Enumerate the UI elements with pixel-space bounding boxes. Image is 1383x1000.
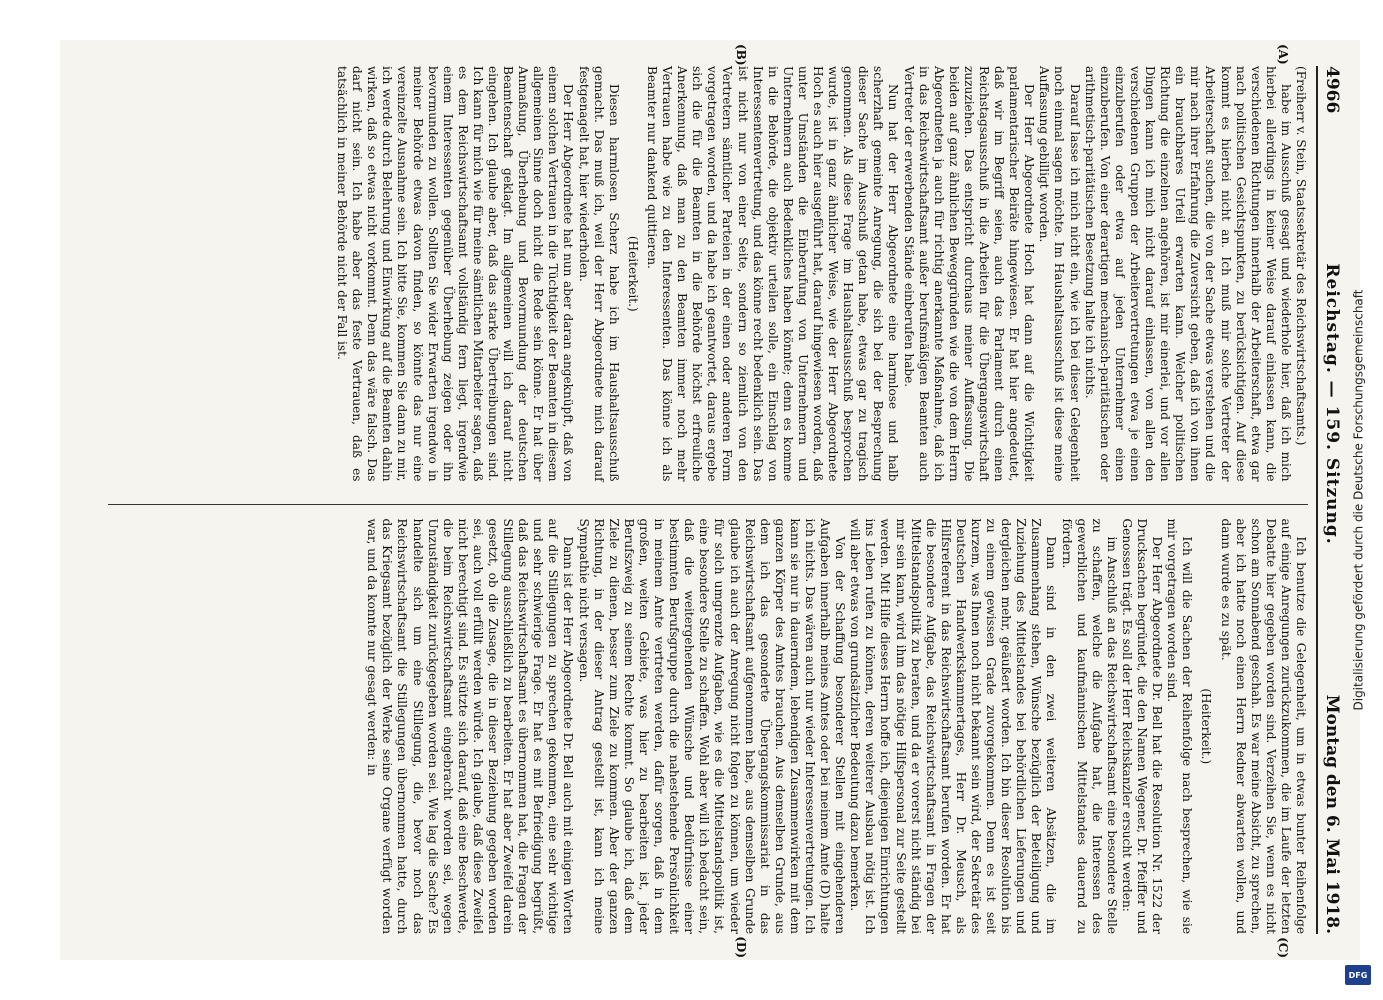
paragraph-text: Von der Schaffung besonderer Stellen mit eingehenderen Aufgaben innerhalb meines Amtes oder bei meinem Amte (D) halte ich nichts. Das wären auch nur wieder Interessenvertretungen. Ich kann sie nur in dauerndem, lebendigen Zusammenwirken mit dem ganzen Körper des Amtes brauchen. Aus demselben Grunde, aus dem ich das gesonderte Übergangskommissariat in das Reichswirtschaftsamt aufgenommen habe, aus demselben Grunde glaube ich auch der Anregung nicht folgen zu können, um wieder für solch umgrenzte Aufgaben, wie es die Mittelstandspolitik ist, eine besondere Stelle zu schaffen. Wohl aber will ich bedacht sein, daß die weitergehenden Wünsche und Bedürfnisse einer bestimmten Berufsgruppe durch die nahestehende Persönlichkeit in meinem Amte vertreten werden, dafür sorgen, daß in dem großen, weiten Gebiete, was hier zu bearbeiten ist, jeder Berufszweig zu seinem Rechte kommt. So glaube ich, daß dem Ziele zu dienen, besser zum Ziele zu kommen. Aber der ganzen Richtung, in der dieser Antrag gestellt ist, kann ich meine Sympathie nicht versagen. xyxy=(576,518,848,934)
paragraph-text: im Anschluß an das Reichswirtschaftsamt eine besondere Stelle zu schaffen, welche die Aufgabe hat, die Interessen des gewerblichen und kaufmännischen Mittelstandes dauernd zu fördern. xyxy=(1059,518,1119,934)
session-date: Montag den 6. Mai 1918. xyxy=(1322,694,1342,934)
paragraph xyxy=(334,66,576,482)
paragraph-text: Ich will die Sachen der Reihenfolge nach besprechen, wie sie mir vorgetragen worden sind. xyxy=(1165,518,1195,934)
digitization-note-text: Digitalisierung gefördert durch die Deutsche Forschungsgemeinschaft xyxy=(1351,289,1366,711)
page-number: 4966 xyxy=(1322,66,1342,114)
paragraph xyxy=(1164,519,1194,935)
paragraph-text: Nun hat der Herr Abgeordnete eine harmlose und halb scherzhaft gemeinte Anregung, die sich bei der Besprechung dieser Sache im Ausschuß getan habe, etwas gar zu tragisch genommen. Als diese Frage im Haushaltsausschuß besprochen wurde, ist in ganz ähnlicher Weise, wie der Herr Abgeordnete Hoch es auch hier ausgeführt hat, darauf hingewiesen worden, daß unter Umständen die Einberufung von Unternehmern und Unternehmern auch Bedenkliches haben könnte; denn es komme in die Behörde, die objektiv urteilen solle, ein Einschlag von Interessentenvertretung, und das könne recht bedenklich sein. Das ist nicht nur von einer Seite, sondern so ziemlich von den Vertretern sämtlicher Parteien in der einen oder anderen Form vorgetragen worden, und da habe ich geantwortet, daraus ergebe sich die für die Beamten in die Behörde höchst erfreuliche Anerkennung, daß man zu den Beamten immer noch mehr Vertrauen habe wie zu den Interessenten. Das könne ich als Beamter nur dankend quittieren. xyxy=(644,66,901,482)
paragraph-text: Der Herr Abgeordnete hat nun aber daran angeknüpft, daß von einem solchen Vertrauen in die Tüchtigkeit der Beamten in diesem allgemeinen Sinne doch nicht die Rede sein könne. Er hat über Anmaßung, Überhebung und Bevormundung der deutschen Beamtenschaft geklagt. Im allgemeinen will ich darauf nicht eingehen. Ich glaube aber, daß das starke Übertreibungen sind. Ich kann für mich wie für meine sämtlichen Mitarbeiter sagen, daß es dem Reichswirtschaftsamt vollständig fern liegt, irgendwie einem Interessenten gegenüber Überhebung zeigen oder ihn bevormunden zu wollen. Sollten Sie wider Erwarten irgendwo in meiner Behörde etwas davon finden, so könnte das nur eine vereinzelte Ausnahme sein. Ich bitte Sie, kommen Sie dann zu mir, ich werde durch Belehrung und Einwirkung auf die Beamten dahin wirken, daß so etwas nicht vorkommt. Denn das wäre falsch. Das darf nicht sein. Ich habe aber das feste Vertrauen, daß es tatsächlich in meiner Behörde nicht der Fall ist. xyxy=(335,66,576,482)
paragraph xyxy=(1119,519,1164,935)
paragraph xyxy=(900,66,1036,482)
paragraph-text: Der Herr Abgeordnete Dr. Bell hat die Resolution Nr. 1522 der Drucksachen begründet, die den Namen Wegener, Dr. Pfeiffer und Genossen trägt. Es soll der Herr Reichskanzler ersucht werden: xyxy=(1119,518,1165,934)
paragraph xyxy=(1198,519,1213,935)
paragraph xyxy=(1217,519,1308,935)
right-column xyxy=(108,504,1308,958)
paragraph xyxy=(1293,66,1308,482)
margin-letter-d: (D) xyxy=(734,936,748,958)
paragraph-text: Dann ist der Herr Abgeordnete Dr. Bell auch mit einigen Worten auf die Stillegungen zu sprechen gekommen, eine sehr wichtige und sehr schwierige Frage. Er hat es mit Befriedigung begrüßt, daß das Reichswirtschaftsamt es übernommen hat, die Fragen der Stillegung ausschließlich zu bearbeiten. Er hat aber Zweifel darein gesetzt, ob die Zusage, die in dieser Beziehung gegeben worden sei, auch voll erfüllt werden würde. Ich glaube, daß diese Zweifel nicht berechtigt sind. Es stützte sich darauf, daß eine Beschwerde, die beim Reichswirtschaftsamt eingebracht worden sei, wegen Unzuständigkeit zurückgegeben worden sei. Wie lag die Sache? Es handelte sich um eine Stillegung, die, bevor noch das Reichswirtschaftsamt die Stillegungen übernommen hatte, durch das Kriegsamt bezüglich der Werke seine Organe verfügt worden war, und da konnte nur gesagt werden: in xyxy=(365,518,576,934)
paragraph xyxy=(576,66,621,482)
paragraph-text: (Heiterkeit.) xyxy=(1199,688,1214,765)
paragraph xyxy=(625,66,640,482)
speaker-label: (Freiherr v. Stein, Staatssekretär des Reichswirtschaftsamts.) xyxy=(1294,66,1308,446)
left-column xyxy=(108,44,1308,482)
document-page xyxy=(60,40,1360,960)
paragraph xyxy=(576,519,848,935)
session-title: Reichstag. — 159. Sitzung. xyxy=(1322,263,1342,545)
paragraph-text: Darauf lasse ich mich nicht ein, wie ich bei dieser Gelegenheit noch einmal sagen möchte. Im Haushaltsausschuß ist diese meine Auffassung gebilligt worden. xyxy=(1037,66,1082,482)
paragraph-text: Dann sind in den zwei weiteren Absätzen, die im Zusammenhang stehen, Wünsche bezüglich der Beteiligung und Zuziehung des Mittelstandes bei behördlichen Lieferungen und dergleichen mehr, geäußert worden. Ich bin dieser Resolution bis zu einem gewissen Grade zuvorgekommen. Denn es ist seit kurzem, was Ihnen noch nicht bekannt sein wird, der Sekretär des Deutschen Handwerkskammertages, Herr Dr. Meusch, als Hilfsreferent in das Reichswirtschaftsamt berufen worden. Er hat die besondere Aufgabe, das Reichswirtschaftsamt in Fragen der Mittelstandspolitik zu beraten, und da er vorerst nicht ständig bei mir sein kann, wird ihm das nötige Hilfspersonal zur Seite gestellt werden. Mit Hilfe dieses Herrn hoffe ich, diejenigen Einrichtungen ins Leben rufen zu können, deren weiterer Ausbau nötig ist. Ich will aber etwas von grundsätzlicher Bedeutung dazu bemerken. xyxy=(848,518,1059,934)
dfg-logo: DFG xyxy=(1345,965,1371,985)
margin-letter-a: (A) xyxy=(1276,44,1290,65)
paragraph xyxy=(1059,519,1119,935)
paragraph-text: Ich benutze die Gelegenheit, um in etwas bunter Reihenfolge auf einige Anregungen zurückzukommen, die im Laufe der letzten Debatte hier gegeben worden sind. Verzeihen Sie, wenn es nicht schon am Sonnabend geschah. Es war meine Absicht, zu sprechen, aber ich hatte noch einen Herrn Redner abwarten wollen, und dann wurde es zu spät. xyxy=(1218,518,1308,934)
paragraph xyxy=(1036,66,1081,482)
margin-letter-c: (C) xyxy=(1276,937,1290,958)
paragraph xyxy=(644,66,901,482)
margin-letter-b: (B) xyxy=(734,44,748,66)
paragraph xyxy=(364,519,575,935)
digitization-note xyxy=(1338,0,1378,1000)
paragraph-text: habe im Ausschuß gesagt und wiederhole hier, daß ich mich hierbei allerdings in keiner Weise darauf einlassen kann, die verschiedenen Richtungen innerhalb der Arbeiterschaft, etwa gar nach politischen Gesichtspunkten, zu berücksichtigen. Auf diese kommt es hierbei nicht an. Ich muß mir solche Vertreter der Arbeiterschaft suchen, die von der Sache etwas verstehen und die mir nach ihrer Erfahrung die Zuversicht geben, daß ich von ihnen ein brauchbares Urteil erwarten kann. Welcher politischen Richtung die einzelnen angehören, ist mir einerlei, und vor allen Dingen kann ich mich nicht darauf einlassen, von allen den verschiedenen Gruppen der Arbeitervertretungen etwa je einen einzuberufen oder etwa auf jeden Unternehmer einen einzuberufen. Von einer derartigen mechanisch-paritätischen oder arithmetisch-paritätischen Besetzung halte ich nichts. xyxy=(1082,66,1293,482)
paragraph-text: (Heiterkeit.) xyxy=(625,235,640,312)
paragraph-text: Der Herr Abgeordnete Hoch hat dann auf die Wichtigkeit parlamentarischer Beiräte hingewiesen. Er hat hier angedeutet, daß wir im Begriff seien, auch das Parlament durch einen Reichstagsausschuß in die Arbeiten für die Übergangswirtschaft zuzuziehen. Das entspricht durchaus meiner Auffassung. Die beiden auf ganz ähnlichen Beweggründen wie die von dem Herrn Abgeordneten ja auch für richtig anerkannte Maßnahme, daß ich in das Reichswirtschaftsamt außer berufsmäßigen Beamten auch Vertreter der erwerbenden Stände einberufen habe. xyxy=(901,66,1037,482)
paragraph xyxy=(1082,66,1293,482)
paragraph xyxy=(847,519,1058,935)
paragraph-text: Diesen harmlosen Scherz habe ich im Haushaltsausschuß gemacht. Das muß ich, weil der Herr Abgeordnete mich darauf festgenagelt hat, hier wiederholen. xyxy=(576,66,621,482)
